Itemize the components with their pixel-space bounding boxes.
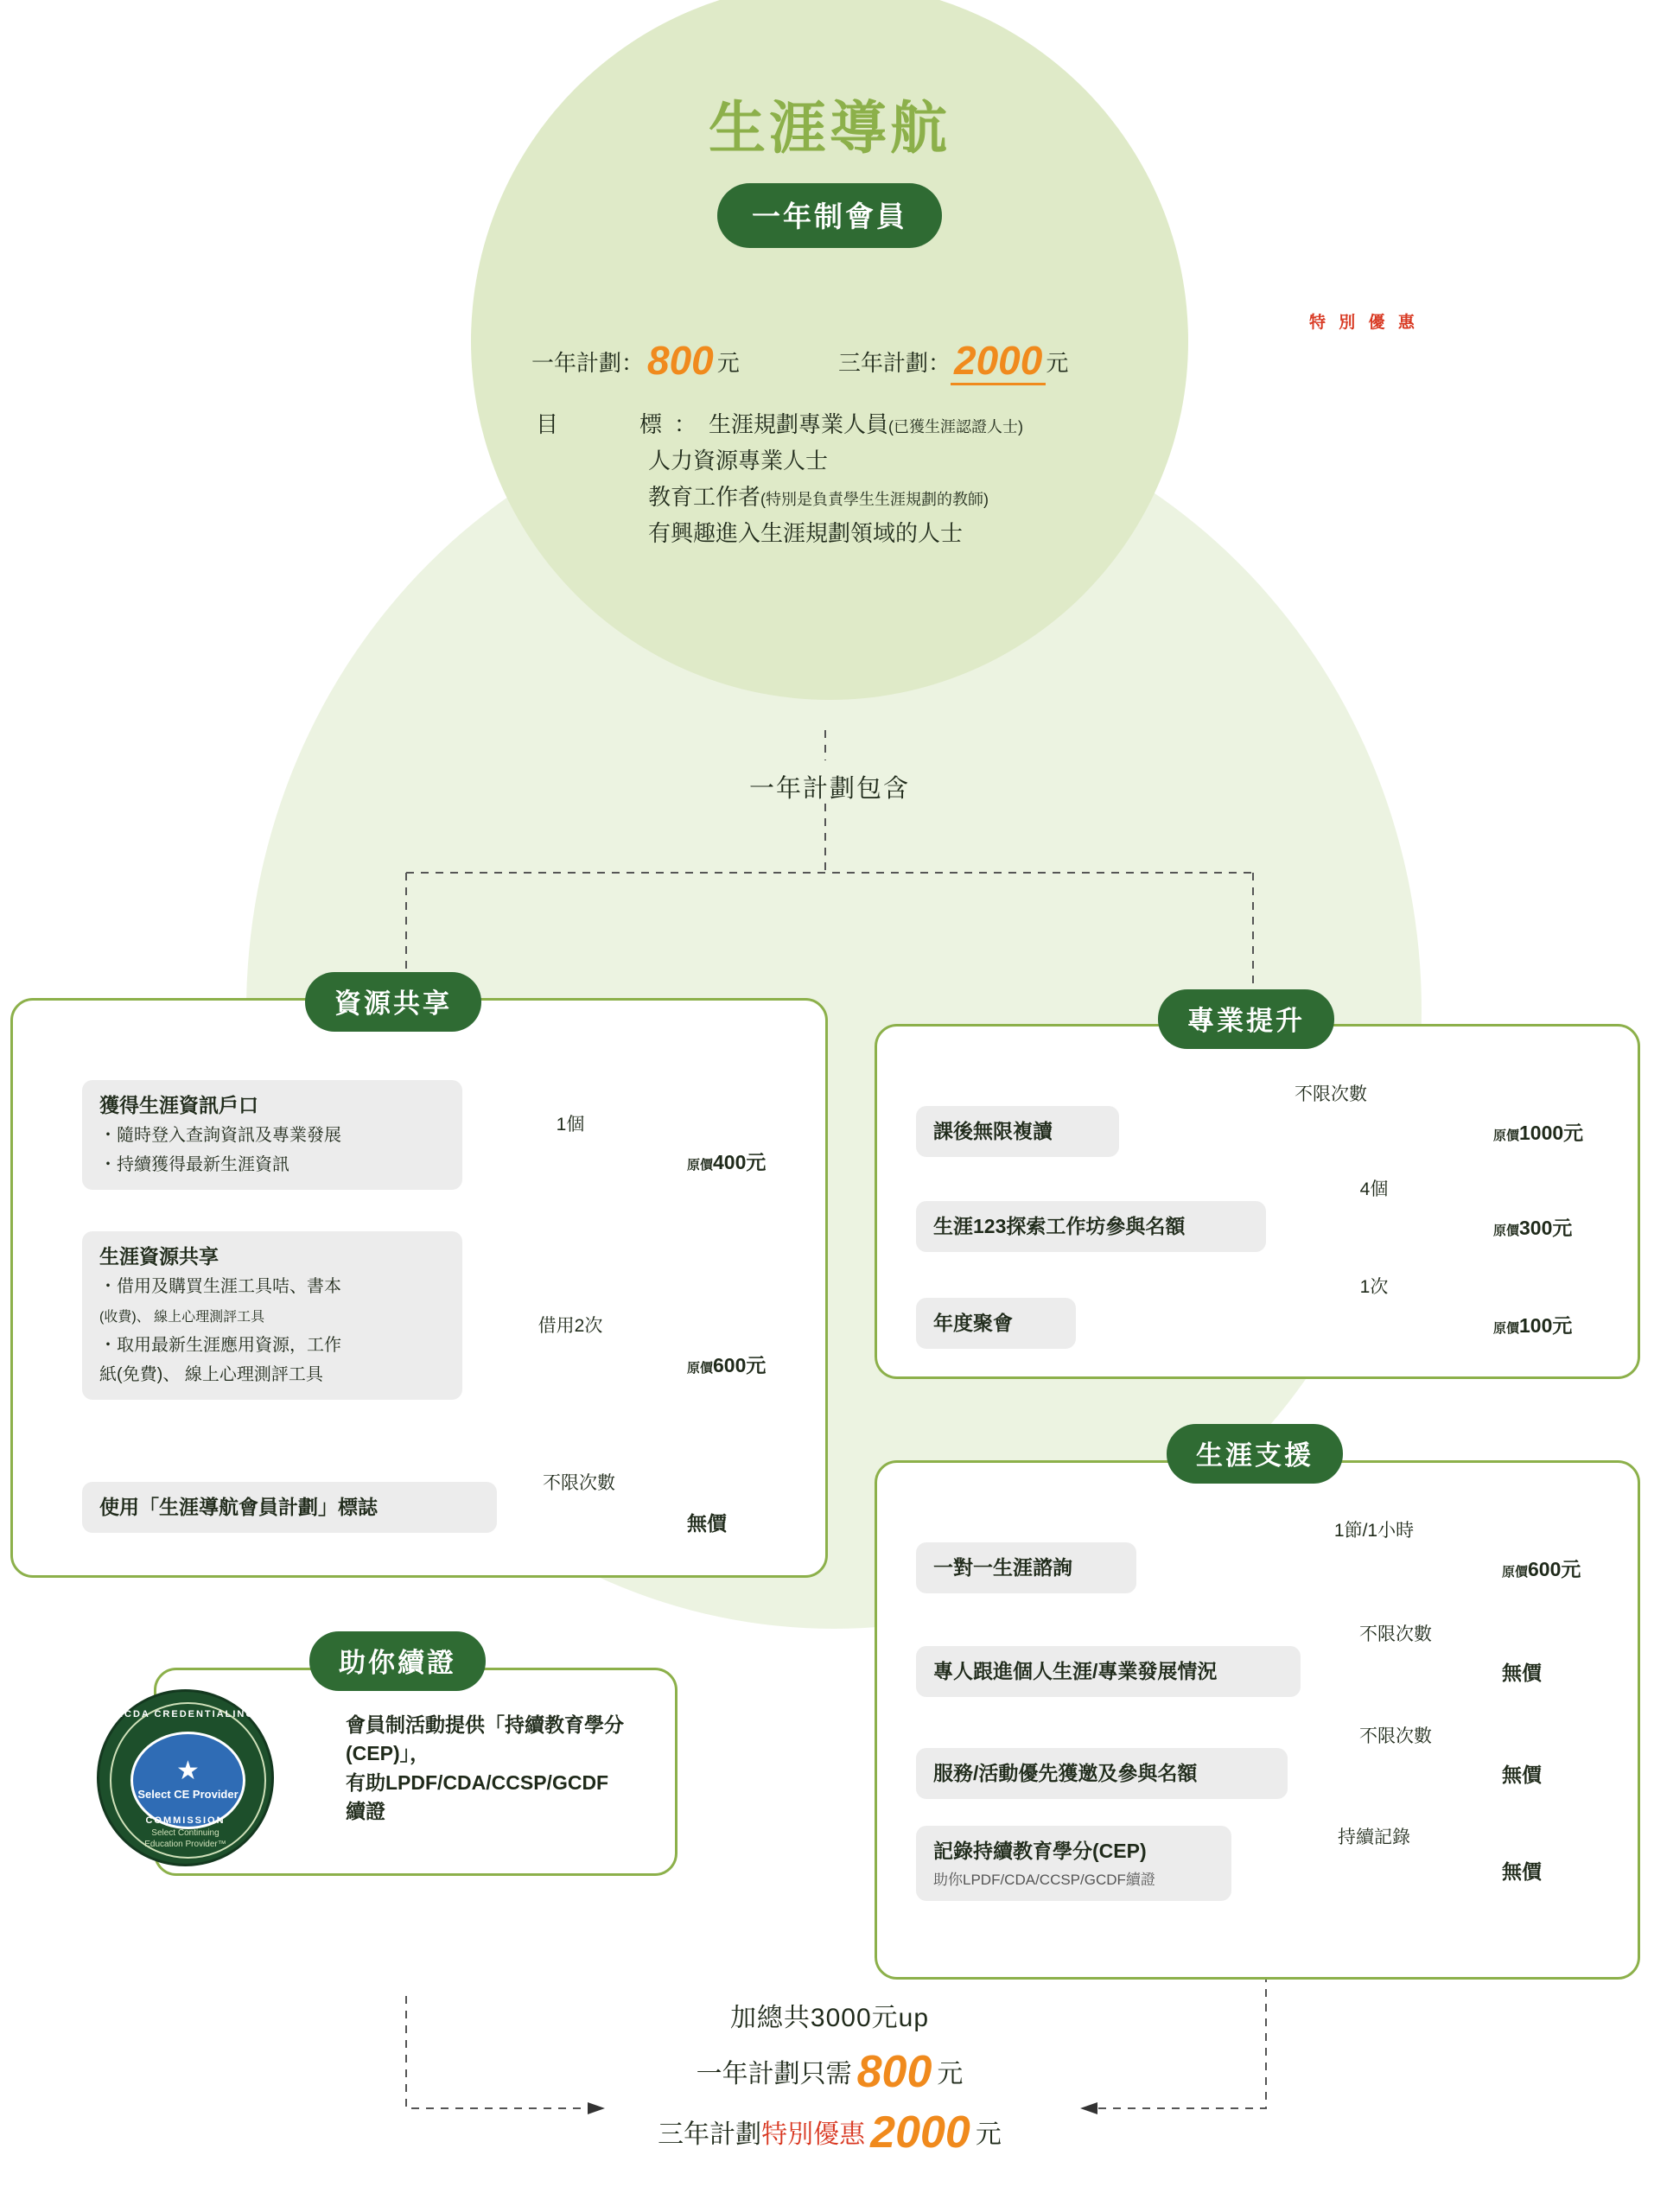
item-note: 助你LPDF/CDA/CCSP/GCDF續證 xyxy=(933,1872,1155,1889)
cep-line-4: 續證 xyxy=(346,1800,385,1823)
footer-three-year-label: 三年計劃 xyxy=(658,2120,762,2149)
price-replay xyxy=(1493,1117,1583,1146)
item-cep-record xyxy=(916,1826,1231,1901)
price-value: 600元 xyxy=(1528,1558,1581,1580)
qty-workshop-quota: 4個 xyxy=(1359,1179,1389,1199)
plan-one-unit: 元 xyxy=(716,350,740,376)
price-value: 無價 xyxy=(1502,1662,1542,1684)
footer-one-year-price: 800 xyxy=(856,2047,932,2097)
item-priority-invite xyxy=(916,1748,1288,1799)
footer-three-year-line xyxy=(484,2107,1175,2158)
item-title: 課後無限複讀 xyxy=(933,1120,1053,1142)
group-title-career-support: 生涯支援 xyxy=(1167,1424,1343,1484)
price-prefix: 原價 xyxy=(1502,1565,1529,1580)
footer-three-year-unit: 元 xyxy=(975,2120,1002,2149)
qty-replay: 不限次數 xyxy=(1295,1084,1367,1104)
group-title-cep: 助你續證 xyxy=(309,1631,486,1691)
price-value: 無價 xyxy=(1502,1860,1542,1883)
target-note-0: (已獲生涯認證人士) xyxy=(888,418,1024,435)
special-offer-tag: 特 別 優 惠 xyxy=(1309,314,1419,332)
item-resource-account xyxy=(82,1080,462,1190)
plan-one-year xyxy=(531,337,740,384)
item-sub-text-0: ・借用及購買生涯工具咭、書本 xyxy=(99,1277,341,1297)
header xyxy=(471,35,1188,248)
target-text-0: 生涯規劃專業人員 xyxy=(709,411,889,437)
qty-logo-use: 不限次數 xyxy=(543,1473,615,1493)
star-icon: ★ xyxy=(176,1757,200,1785)
item-title: 年度聚會 xyxy=(933,1312,1013,1334)
target-audience xyxy=(536,406,1193,551)
item-replay xyxy=(916,1106,1119,1157)
qty-resource-account: 1個 xyxy=(556,1115,585,1135)
badge-foot-line2: Education Provider™ xyxy=(144,1839,226,1849)
price-prefix: 原價 xyxy=(1493,1224,1520,1238)
price-workshop-quota xyxy=(1493,1212,1572,1241)
target-note-2: (特別是負責學生生涯規劃的教師) xyxy=(760,491,989,509)
price-value: 600元 xyxy=(713,1354,767,1376)
price-value: 400元 xyxy=(713,1151,767,1173)
include-label: 一年計劃包含 xyxy=(748,775,910,803)
plan-one-price: 800 xyxy=(647,338,714,383)
footer-total-line: 加總共3000元up xyxy=(729,2004,930,2032)
item-title: 生涯資源共享 xyxy=(99,1245,219,1268)
footer-one-year-label: 一年計劃只需 xyxy=(696,2060,852,2088)
item-sub-text-1: (收費)、 線上心理測評工具 xyxy=(99,1310,265,1325)
item-title: 服務/活動優先獲邀及參與名額 xyxy=(933,1762,1198,1784)
item-sub-text-2: ・取用最新生涯應用資源，工作 xyxy=(99,1336,341,1356)
footer-three-year-price: 2000 xyxy=(870,2107,970,2158)
footer-summary xyxy=(484,1996,1175,2158)
group-card-career-support xyxy=(875,1460,1640,1980)
item-one-on-one xyxy=(916,1542,1136,1593)
group-title-professional-growth: 專業提升 xyxy=(1158,989,1334,1049)
price-followup xyxy=(1502,1657,1542,1686)
target-row-1 xyxy=(536,442,1193,479)
price-row xyxy=(531,314,1419,383)
group-title-resource-sharing: 資源共享 xyxy=(305,972,481,1032)
item-resource-share xyxy=(82,1231,462,1400)
ncda-ce-provider-badge-icon xyxy=(97,1689,274,1866)
price-prefix: 原價 xyxy=(687,1158,714,1173)
item-followup xyxy=(916,1646,1301,1697)
item-sub-2 xyxy=(99,1332,445,1358)
price-cep-record xyxy=(1502,1856,1542,1885)
badge-center-text: Select CE Provider xyxy=(137,1788,239,1801)
price-one-on-one xyxy=(1502,1554,1581,1582)
target-text-1: 人力資源專業人士 xyxy=(648,448,829,474)
item-logo-use xyxy=(82,1482,497,1533)
price-value: 無價 xyxy=(687,1512,727,1535)
badge-foot-text xyxy=(99,1828,271,1850)
item-sub-1: ・持續獲得最新生涯資訊 xyxy=(99,1155,289,1175)
item-workshop-quota xyxy=(916,1201,1266,1252)
target-row-0 xyxy=(536,406,1193,442)
item-sub-0: ・隨時登入查詢資訊及專業發展 xyxy=(99,1126,341,1146)
membership-badge: 一年制會員 xyxy=(717,183,942,248)
cep-line-1: 會員制活動提供「持續教育學分 xyxy=(346,1713,624,1736)
item-title: 生涯123探索工作坊參與名額 xyxy=(933,1215,1186,1237)
price-prefix: 原價 xyxy=(687,1361,714,1376)
qty-one-on-one: 1節/1小時 xyxy=(1333,1521,1415,1541)
footer-one-year-line xyxy=(484,2046,1175,2098)
plan-three-price: 2000 xyxy=(951,338,1046,385)
price-value: 無價 xyxy=(1502,1764,1542,1786)
footer-one-year-unit: 元 xyxy=(937,2060,964,2088)
plan-three-label: 三年計劃： xyxy=(838,350,951,376)
cep-line-2: (CEP)」， xyxy=(346,1742,430,1765)
item-sub-text-3: 紙(免費)、 線上心理測評工具 xyxy=(99,1365,323,1385)
price-resource-account xyxy=(687,1147,766,1175)
target-text-2: 教育工作者 xyxy=(648,484,761,511)
item-title: 使用「生涯導航會員計劃」標誌 xyxy=(99,1496,378,1518)
item-title: 獲得生涯資訊戶口 xyxy=(99,1094,258,1116)
item-sub-3 xyxy=(99,1362,445,1388)
price-prefix: 原價 xyxy=(1493,1321,1520,1336)
target-row-3 xyxy=(536,515,1193,551)
item-sub-1 xyxy=(99,1303,445,1329)
item-title: 記錄持續教育學分(CEP) xyxy=(933,1840,1147,1862)
price-value: 1000元 xyxy=(1519,1122,1584,1144)
item-annual-gathering xyxy=(916,1298,1076,1349)
cep-description xyxy=(346,1711,674,1826)
plan-one-label: 一年計劃： xyxy=(531,350,645,376)
badge-bottom-text: COMMISSION xyxy=(145,1815,226,1826)
item-sub-0 xyxy=(99,1274,445,1300)
qty-annual-gathering: 1次 xyxy=(1359,1277,1389,1297)
target-text-3: 有興趣進入生涯規劃領域的人士 xyxy=(648,520,964,547)
item-title: 一對一生涯諮詢 xyxy=(933,1556,1072,1579)
qty-followup: 不限次數 xyxy=(1359,1624,1432,1644)
price-logo-use xyxy=(687,1508,727,1536)
plan-three-unit: 元 xyxy=(1046,350,1069,376)
qty-resource-share: 借用2次 xyxy=(538,1316,603,1336)
target-label: 目 標： xyxy=(536,411,709,437)
price-annual-gathering xyxy=(1493,1310,1572,1338)
price-value: 100元 xyxy=(1519,1314,1573,1337)
badge-foot-line1: Select Continuing xyxy=(151,1828,219,1838)
price-prefix: 原價 xyxy=(1493,1128,1520,1143)
price-value: 300元 xyxy=(1519,1217,1573,1239)
target-row-2 xyxy=(536,479,1193,515)
item-title: 專人跟進個人生涯/專業發展情況 xyxy=(933,1660,1218,1682)
page-title: 生涯導航 xyxy=(709,96,951,160)
price-priority-invite xyxy=(1502,1759,1542,1788)
footer-three-year-offer: 特別優惠 xyxy=(761,2120,866,2149)
price-resource-share xyxy=(687,1350,766,1378)
qty-priority-invite: 不限次數 xyxy=(1359,1726,1432,1746)
cep-line-3: 有助LPDF/CDA/CCSP/GCDF xyxy=(346,1770,609,1794)
badge-top-text: NCDA CREDENTIALING xyxy=(116,1709,255,1719)
qty-cep-record: 持續記錄 xyxy=(1338,1827,1410,1847)
plan-three-year xyxy=(838,314,1419,384)
